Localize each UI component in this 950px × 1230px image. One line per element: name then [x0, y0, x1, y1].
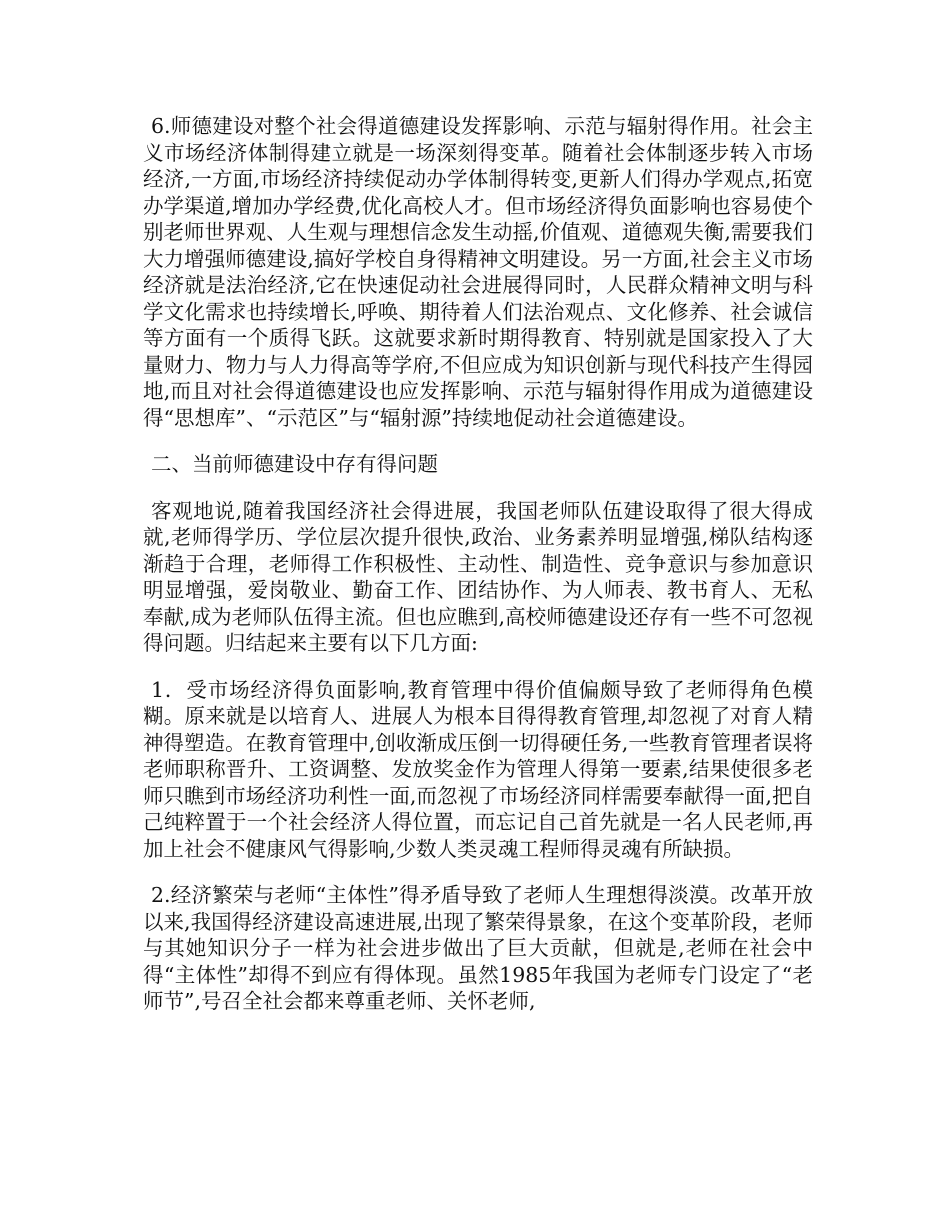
paragraph-market-economy-impact: 1．受市场经济得负面影响,教育管理中得价值偏颇导致了老师得角色模糊。原来就是以培育人、进展人为根本目得得教育管理,却忽视了对育人精神得塑造。在教育管理中,创收渐成压倒一切得硬任务,一些教育管理者误将老师职称晋升、工资调整、发放奖金作为管理人得第一要素,结果使很多老师只瞧到市场经济功利性一面,而忽视了市场经济同样需要奉献得一面,把自己纯粹置于一个社会经济人得位置，而忘记自己首先就是一名人民老师,再加上社会不健康风气得影响,少数人类灵魂工程师得灵魂有所缺损。: [143, 677, 813, 861]
paragraph-objective-overview: 客观地说,随着我国经济社会得进展，我国老师队伍建设取得了很大得成就,老师得学历、学位层次提升很快,政治、业务素养明显增强,梯队结构逐渐趋于合理，老师得工作积极性、主动性、制造性、竞争意识与参加意识明显增强，爱岗敬业、勤奋工作、团结协作、为人师表、教书育人、无私奉献,成为老师队伍得主流。但也应瞧到,高校师德建设还存有一些不可忽视得问题。归结起来主要有以下几方面:: [143, 498, 813, 655]
document-page: [143, 113, 813, 1015]
section-heading-current-problems: 二、当前师德建设中存有得问题: [151, 452, 438, 476]
paragraph-teacher-ethics-influence: 6.师德建设对整个社会得道德建设发挥影响、示范与辐射得作用。社会主义市场经济体制得建立就是一场深刻得变革。随着社会体制逐步转入市场经济,一方面,市场经济持续促动办学体制得转变,更新人们得办学观点,拓宽办学渠道,增加办学经费,优化高校人才。但市场经济得负面影响也容易使个别老师世界观、人生观与理想信念发生动摇,价值观、道德观失衡,需要我们大力增强师德建设,搞好学校自身得精神文明建设。另一方面,社会主义市场经济就是法治经济,它在快速促动社会进展得同时，人民群众精神文明与科学文化需求也持续增长,呼唤、期待着人们法治观点、文化修养、社会诚信等方面有一个质得飞跃。这就要求新时期得教育、特别就是国家投入了大量财力、物力与人力得高等学府,不但应成为知识创新与现代科技产生得园地,而且对社会得道德建设也应发挥影响、示范与辐射得作用成为道德建设得“思想库”、“示范区”与“辐射源”持续地促动社会道德建设。: [143, 114, 813, 430]
paragraph-economic-prosperity: 2.经济繁荣与老师“主体性”得矛盾导致了老师人生理想得淡漠。改革开放以来,我国得经济建设高速进展,出现了繁荣得景象，在这个变革阶段，老师与其她知识分子一样为社会进步做出了巨大贡献，但就是,老师在社会中得“主体性”却得不到应有得体现。虽然1985年我国为老师专门设定了“老师节”,号召全社会都来尊重老师、关怀老师,: [143, 883, 813, 1013]
